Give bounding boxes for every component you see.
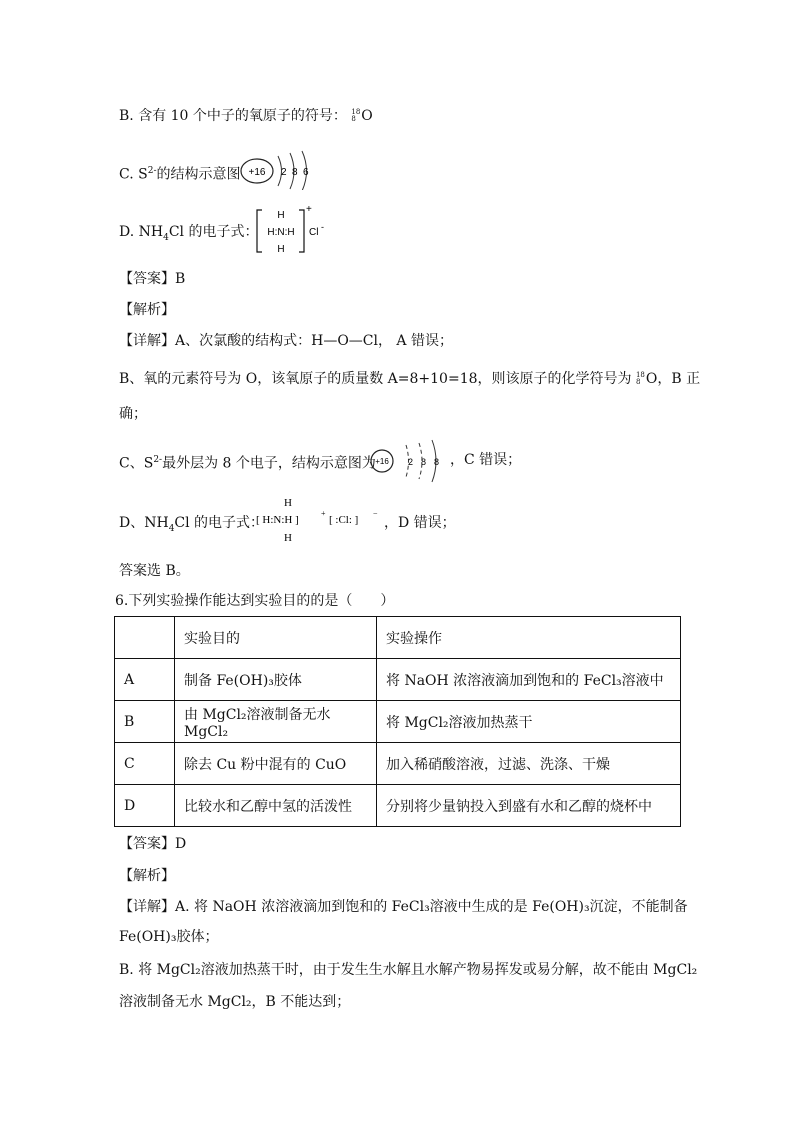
svg-text:H:N:H: H:N:H [267,227,295,238]
atom-structure-diagram-s2 [369,437,449,485]
analysis-2: 【解析】 [119,868,175,884]
shell-2-count: 8 [292,167,298,178]
option-b [119,106,373,126]
answer-1: 【答案】B [119,271,186,287]
experiment-table [114,616,681,827]
detail2-a-line2: Fe(OH)₃胶体； [119,929,219,945]
atom-structure-diagram-s [238,148,318,190]
table-header-row [115,617,681,659]
detail-c: C、$S^{2-}$最外层为 8 个电子，结构示意图为 [119,455,376,472]
svg-text:[ H:N:H ]: [ H:N:H ] [256,514,299,526]
svg-text:H: H [277,244,285,255]
table-header-cell: 实验目的 [175,617,377,659]
detail2-b-line2: 溶液制备无水 MgCl₂，B 不能达到； [119,994,351,1010]
detail-c-end: ，C 错误； [450,452,522,468]
svg-text:+16: +16 [375,457,389,466]
detail-b-line1: B、氧的元素符号为 O，该氧原子的质量数 A=8+10=18，则该原子的化学符号为 18 8 O，B 正 [119,371,701,387]
element-symbol: O [361,108,373,124]
detail-b-line2: 确； [119,406,147,422]
answer-2: 【答案】D [119,836,187,852]
table-header-cell [115,617,175,659]
svg-text:H: H [284,497,292,509]
svg-text:8: 8 [421,457,427,467]
table-row: C 除去 Cu 粉中混有的 CuO 加入稀硝酸溶液，过滤、洗涤、干燥 [115,743,681,785]
question-6: 6.下列实验操作能达到实验目的的是（ ） [115,593,395,609]
table-row: D 比较水和乙醇中氢的活泼性 分别将少量钠投入到盛有水和乙醇的烧杯中 [115,785,681,827]
table-row: B 由 MgCl₂溶液制备无水 MgCl₂ 将 MgCl₂溶液加热蒸干 [115,701,681,743]
detail-d: D、$NH_4Cl$ 的电子式： [119,515,265,534]
svg-text:+: + [306,204,312,215]
svg-text:8: 8 [434,457,440,467]
answer-select: 答案选 B。 [119,563,190,579]
detail-a: 【详解】A、次氯酸的结构式：H—O—Cl， A 错误； [119,333,453,349]
option-c: C. $S^{2-}$的结构示意图 [119,166,241,183]
svg-text:H: H [284,532,292,544]
shell-1-count: 2 [281,167,287,178]
option-d: D. $NH_4Cl$ 的电子式： [119,224,259,243]
svg-text:H: H [277,210,285,221]
analysis-1: 【解析】 [119,302,175,318]
detail2-b-line1: B. 将 MgCl₂溶液加热蒸干时，由于发生生水解且水解产物易挥发或易分解，故不能由 MgCl₂ [119,962,698,978]
isotope-notation-2: 18 8 [635,371,645,386]
svg-text:+: + [321,509,326,518]
svg-text:−: − [373,509,378,518]
svg-text:-: - [321,222,324,232]
svg-text:2: 2 [408,457,414,467]
option-b-text: B. 含有 10 个中子的氧原子的符号： [119,108,347,124]
detail2-a-line1: 【详解】A. 将 NaOH 浓溶液滴加到饱和的 FeCl₃溶液中生成的是 Fe(OH)₃沉淀，不能制备 [119,899,688,915]
nucleus-charge: +16 [248,167,266,178]
table-row: A 制备 Fe(OH)₃胶体 将 NaOH 浓溶液滴加到饱和的 FeCl₃溶液中 [115,659,681,701]
shell-3-count: 6 [303,167,309,178]
svg-text:[ :Cl: ]: [ :Cl: ] [329,514,359,526]
detail-d-end: ，D 错误； [384,515,456,531]
isotope-notation: 18 8 [351,108,361,123]
electron-formula-nh4cl-answer [250,494,390,546]
electron-formula-nh4cl [254,204,334,258]
svg-text:Cl: Cl [309,227,319,238]
table-header-cell: 实验操作 [377,617,681,659]
